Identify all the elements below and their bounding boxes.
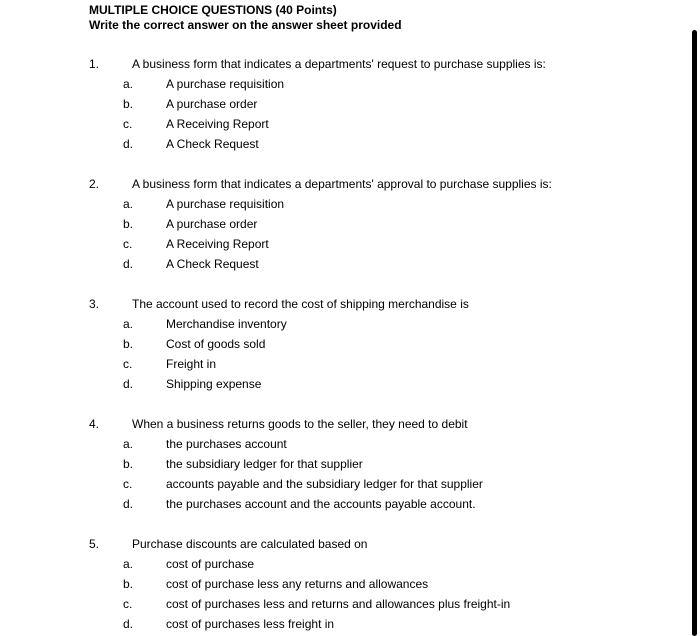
answer-option: [0, 574, 690, 594]
question-stem: [0, 174, 690, 194]
option-text: A Receiving Report: [166, 237, 269, 251]
document-header: [89, 3, 402, 33]
question-number: 1.: [89, 57, 100, 71]
scrollbar-thumb[interactable]: [692, 30, 697, 636]
question-number: 2.: [89, 177, 100, 191]
option-text: cost of purchases less freight in: [166, 617, 335, 631]
option-letter: c.: [123, 477, 133, 491]
option-text: A purchase requisition: [166, 77, 285, 91]
option-letter: c.: [123, 237, 133, 251]
answer-option: [0, 334, 690, 354]
answer-option: [0, 494, 690, 514]
option-letter: a.: [123, 197, 134, 211]
option-letter: b.: [123, 217, 134, 231]
answer-option: [0, 134, 690, 154]
answer-option: [0, 74, 690, 94]
question-stem: [0, 534, 690, 554]
answer-option: [0, 234, 690, 254]
question-4: [0, 414, 690, 514]
question-text: When a business returns goods to the seller, they need to debit: [132, 417, 468, 431]
question-number: 4.: [89, 417, 100, 431]
option-text: cost of purchases less and returns and allowances plus freight-in: [166, 597, 511, 611]
question-1: [0, 54, 690, 154]
option-letter: b.: [123, 337, 134, 351]
option-letter: d.: [123, 257, 134, 271]
option-text: Cost of goods sold: [166, 337, 266, 351]
question-text: Purchase discounts are calculated based on: [132, 537, 368, 551]
question-text: A business form that indicates a departments' approval to purchase supplies is:: [132, 177, 552, 191]
option-text: accounts payable and the subsidiary ledger for that supplier: [166, 477, 483, 491]
question-stem: [0, 54, 690, 74]
option-letter: d.: [123, 377, 134, 391]
option-text: A purchase order: [166, 217, 258, 231]
section-title: MULTIPLE CHOICE QUESTIONS (40 Points): [89, 3, 337, 17]
answer-option: [0, 194, 690, 214]
option-text: cost of purchase less any returns and allowances: [166, 577, 429, 591]
option-text: Shipping expense: [166, 377, 262, 391]
option-letter: b.: [123, 97, 134, 111]
answer-option: [0, 354, 690, 374]
answer-option: [0, 314, 690, 334]
question-number: 3.: [89, 297, 100, 311]
option-letter: a.: [123, 437, 134, 451]
option-text: the purchases account and the accounts payable account.: [166, 497, 476, 511]
answer-option: [0, 94, 690, 114]
option-letter: c.: [123, 117, 133, 131]
option-letter: a.: [123, 557, 134, 571]
option-text: A Receiving Report: [166, 117, 269, 131]
option-letter: c.: [123, 597, 133, 611]
option-text: A purchase requisition: [166, 197, 285, 211]
answer-option: [0, 554, 690, 574]
option-text: A Check Request: [166, 257, 259, 271]
question-number: 5.: [89, 537, 100, 551]
question-5: [0, 534, 690, 634]
option-letter: d.: [123, 617, 134, 631]
answer-option: [0, 254, 690, 274]
option-letter: a.: [123, 317, 134, 331]
option-letter: d.: [123, 497, 134, 511]
answer-option: [0, 434, 690, 454]
question-2: [0, 174, 690, 274]
answer-option: [0, 214, 690, 234]
answer-option: [0, 454, 690, 474]
option-letter: a.: [123, 77, 134, 91]
question-text: A business form that indicates a departments' request to purchase supplies is:: [132, 57, 546, 71]
option-text: the purchases account: [166, 437, 287, 451]
option-text: A Check Request: [166, 137, 259, 151]
answer-option: [0, 474, 690, 494]
option-letter: b.: [123, 457, 134, 471]
option-text: A purchase order: [166, 97, 258, 111]
option-text: cost of purchase: [166, 557, 255, 571]
answer-option: [0, 594, 690, 614]
answer-option: [0, 614, 690, 634]
question-stem: [0, 414, 690, 434]
option-text: Merchandise inventory: [166, 317, 287, 331]
section-instruction: Write the correct answer on the answer sheet provided: [89, 18, 402, 32]
question-text: The account used to record the cost of shipping merchandise is: [132, 297, 469, 311]
question-3: [0, 294, 690, 394]
option-letter: b.: [123, 577, 134, 591]
option-text: Freight in: [166, 357, 217, 371]
option-text: the subsidiary ledger for that supplier: [166, 457, 363, 471]
answer-option: [0, 374, 690, 394]
option-letter: d.: [123, 137, 134, 151]
answer-option: [0, 114, 690, 134]
question-stem: [0, 294, 690, 314]
option-letter: c.: [123, 357, 133, 371]
